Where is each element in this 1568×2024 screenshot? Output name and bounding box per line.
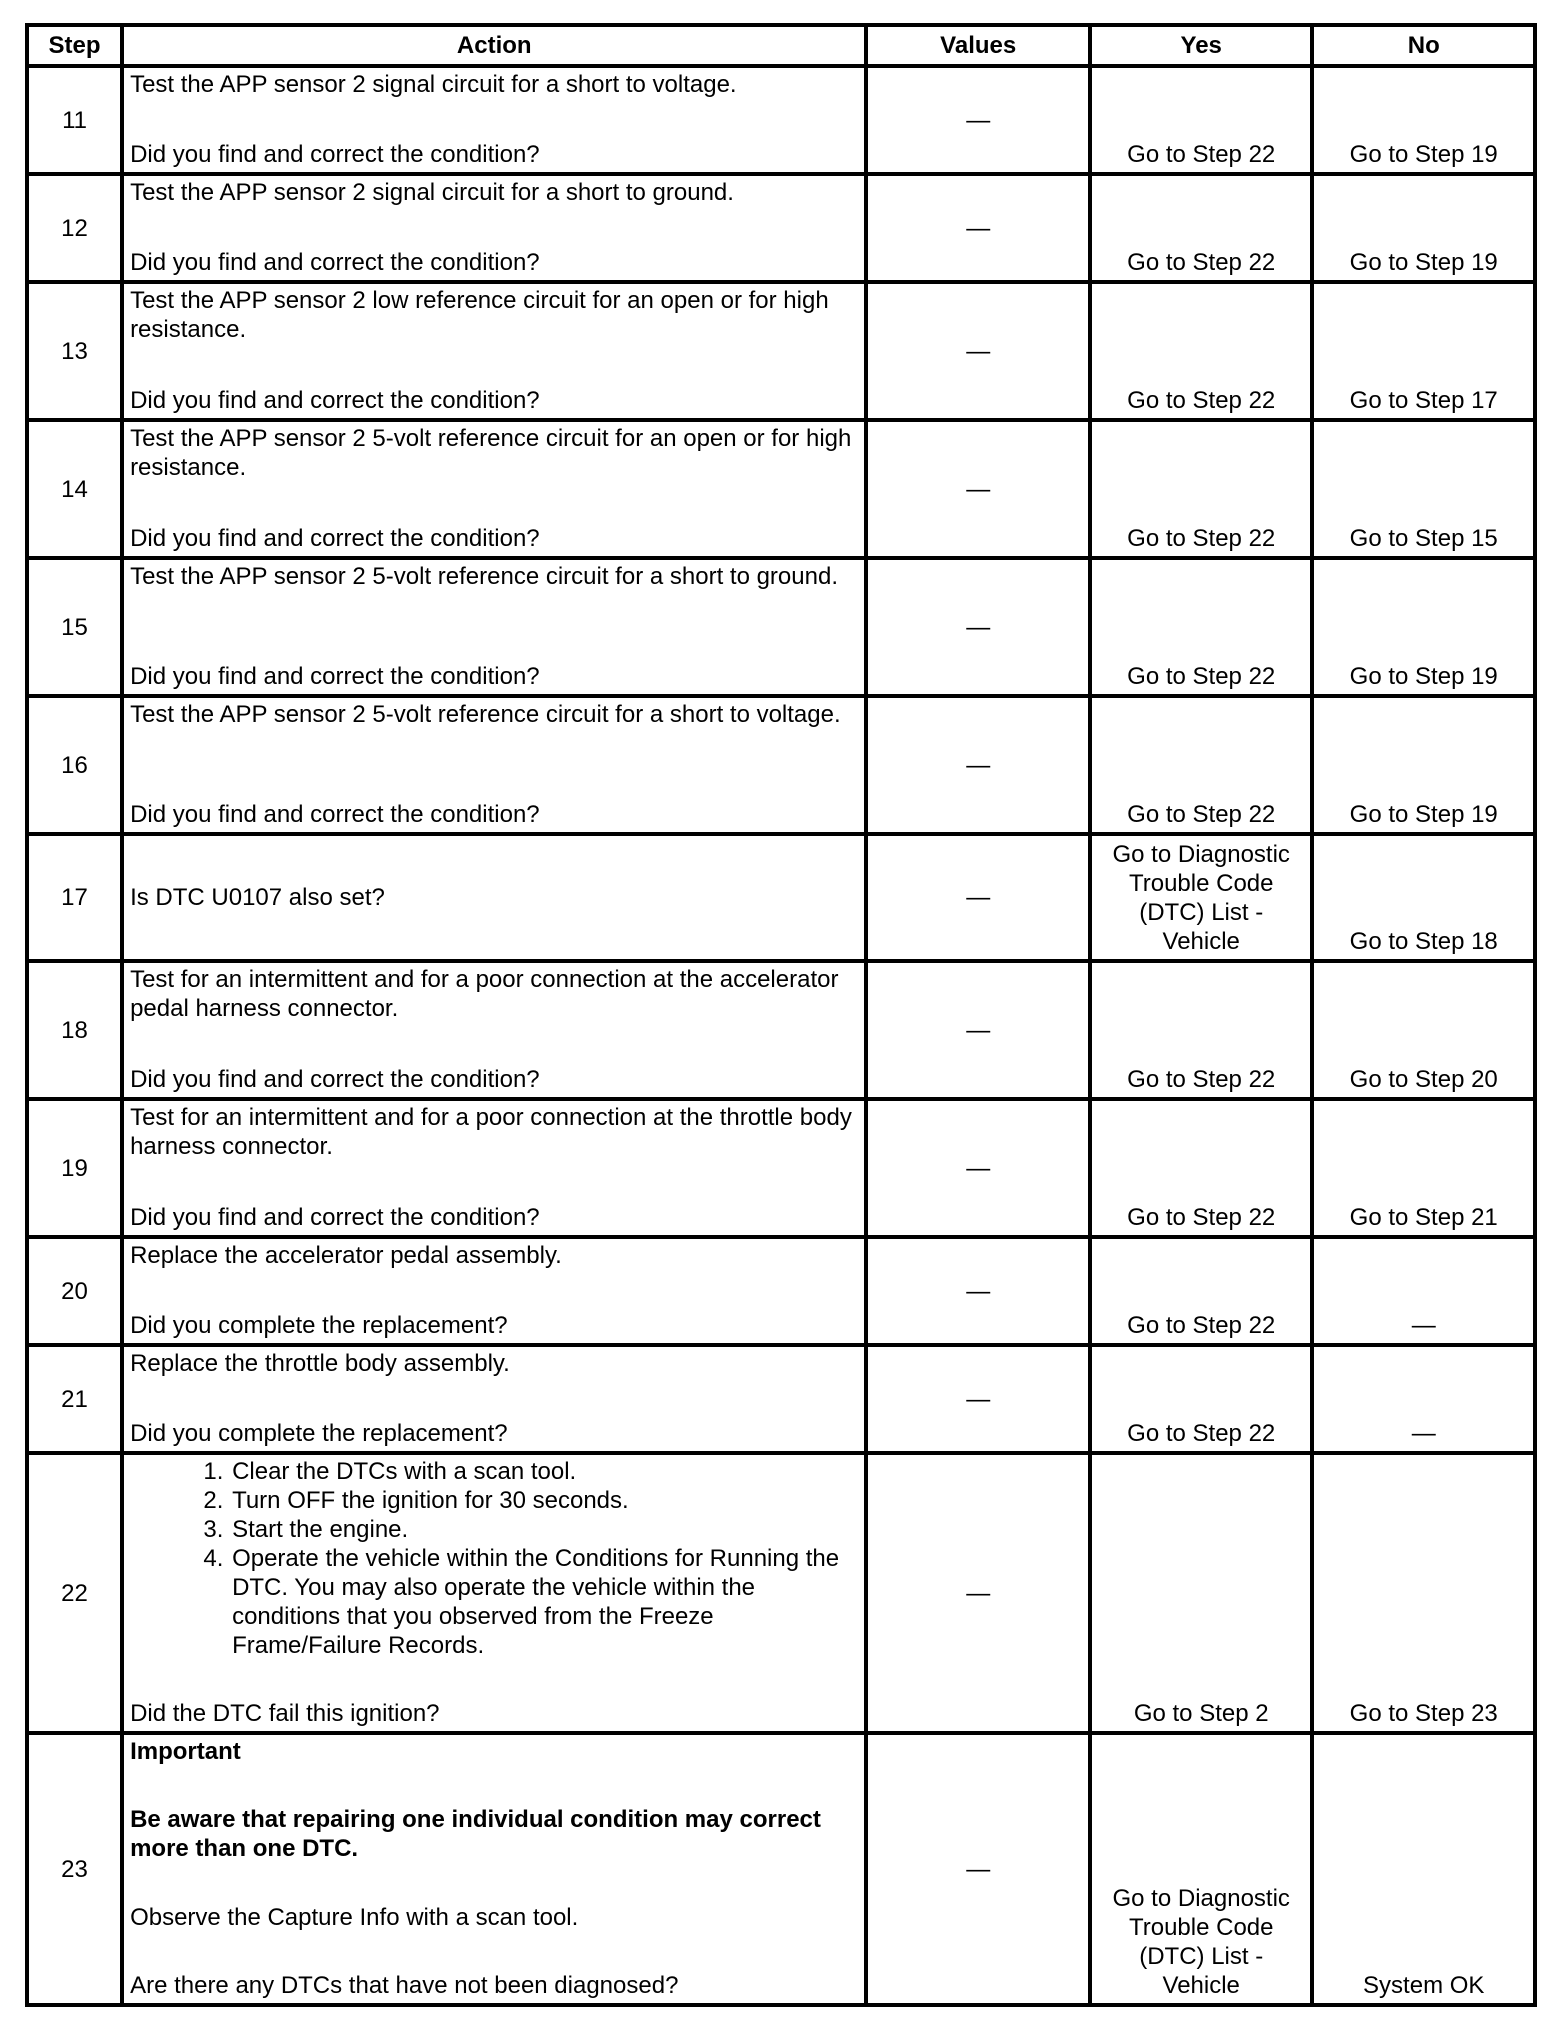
values-cell: — — [866, 696, 1090, 834]
step-number: 11 — [27, 66, 122, 174]
table-row — [27, 1099, 1535, 1237]
action-instruction: Test for an intermittent and for a poor connection at the throttle body harness connector. — [130, 1104, 852, 1160]
yes-cell: Go to Step 22 — [1090, 696, 1313, 834]
no-cell: Go to Step 20 — [1312, 961, 1535, 1099]
yes-cell: Go to Step 22 — [1090, 1345, 1313, 1453]
values-cell: — — [866, 834, 1090, 961]
step-number: 15 — [27, 558, 122, 696]
table-row — [27, 1733, 1535, 2005]
no-cell: Go to Step 23 — [1312, 1453, 1535, 1733]
action-instruction: Test the APP sensor 2 5-volt reference circuit for a short to ground. — [130, 563, 838, 590]
table-row — [27, 1237, 1535, 1345]
table-row — [27, 174, 1535, 282]
action-cell — [122, 66, 866, 174]
header-no: No — [1312, 25, 1535, 66]
action-question: Did you find and correct the condition? — [130, 141, 540, 168]
table-row — [27, 420, 1535, 558]
action-instruction: Observe the Capture Info with a scan tool. — [130, 1903, 579, 1931]
action-question: Did you find and correct the condition? — [130, 387, 540, 414]
no-cell: System OK — [1312, 1733, 1535, 2005]
step-number: 17 — [27, 834, 122, 961]
table-row — [27, 1453, 1535, 1733]
values-cell: — — [866, 1733, 1090, 2005]
action-instruction: Test for an intermittent and for a poor connection at the accelerator pedal harness connector. — [130, 966, 839, 1022]
no-cell: — — [1312, 1345, 1535, 1453]
yes-cell: Go to Diagnostic Trouble Code (DTC) List - Vehicle — [1090, 1733, 1313, 2005]
table-row — [27, 558, 1535, 696]
values-cell: — — [866, 1345, 1090, 1453]
yes-cell: Go to Step 22 — [1090, 1237, 1313, 1345]
step-number: 13 — [27, 282, 122, 420]
action-cell — [122, 1237, 866, 1345]
step-number: 21 — [27, 1345, 122, 1453]
values-cell: — — [866, 1237, 1090, 1345]
action-cell — [122, 1453, 866, 1733]
no-cell: Go to Step 21 — [1312, 1099, 1535, 1237]
no-cell: Go to Step 15 — [1312, 420, 1535, 558]
yes-cell: Go to Step 22 — [1090, 558, 1313, 696]
table-row — [27, 834, 1535, 961]
values-cell: — — [866, 174, 1090, 282]
values-cell: — — [866, 420, 1090, 558]
step-number: 22 — [27, 1453, 122, 1733]
yes-cell: Go to Step 22 — [1090, 282, 1313, 420]
action-question: Did you find and correct the condition? — [130, 249, 540, 276]
action-instruction: Replace the accelerator pedal assembly. — [130, 1242, 562, 1269]
no-cell: Go to Step 19 — [1312, 66, 1535, 174]
step-number: 16 — [27, 696, 122, 834]
yes-cell: Go to Step 2 — [1090, 1453, 1313, 1733]
no-cell: Go to Step 18 — [1312, 834, 1535, 961]
values-cell: — — [866, 282, 1090, 420]
values-cell: — — [866, 66, 1090, 174]
action-cell — [122, 558, 866, 696]
important-note: Be aware that repairing one individual condition may correct more than one DTC. — [130, 1806, 821, 1863]
header-yes: Yes — [1090, 25, 1313, 66]
header-step: Step — [27, 25, 122, 66]
procedure-item: 3. Start the engine. — [230, 1515, 858, 1544]
yes-cell: Go to Diagnostic Trouble Code (DTC) List - Vehicle — [1090, 834, 1313, 961]
action-instruction: Test the APP sensor 2 5-volt reference circuit for an open or for high resistance. — [130, 425, 852, 481]
header-values: Values — [866, 25, 1090, 66]
step-number: 23 — [27, 1733, 122, 2005]
procedure-list — [130, 1457, 858, 1660]
action-cell — [122, 1099, 866, 1237]
action-cell — [122, 1733, 866, 2005]
step-number: 12 — [27, 174, 122, 282]
step-number: 14 — [27, 420, 122, 558]
action-instruction: Replace the throttle body assembly. — [130, 1350, 510, 1377]
values-cell: — — [866, 961, 1090, 1099]
action-question: Did you find and correct the condition? — [130, 1066, 540, 1093]
action-cell — [122, 961, 866, 1099]
step-number: 20 — [27, 1237, 122, 1345]
action-question: Did the DTC fail this ignition? — [130, 1700, 440, 1727]
procedure-item: 2. Turn OFF the ignition for 30 seconds. — [230, 1486, 858, 1515]
action-instruction: Test the APP sensor 2 5-volt reference circuit for a short to voltage. — [130, 701, 841, 728]
action-question: Did you find and correct the condition? — [130, 663, 540, 690]
step-number: 19 — [27, 1099, 122, 1237]
action-instruction: Test the APP sensor 2 signal circuit for a short to voltage. — [130, 71, 737, 98]
action-question: Did you find and correct the condition? — [130, 1204, 540, 1231]
action-instruction: Test the APP sensor 2 low reference circuit for an open or for high resistance. — [130, 287, 829, 343]
important-heading: Important — [130, 1738, 241, 1765]
no-cell: Go to Step 17 — [1312, 282, 1535, 420]
action-instruction: Test the APP sensor 2 signal circuit for a short to ground. — [130, 179, 734, 206]
values-cell: — — [866, 1099, 1090, 1237]
diagnostic-table — [25, 23, 1537, 2007]
yes-cell: Go to Step 22 — [1090, 961, 1313, 1099]
action-question: Did you find and correct the condition? — [130, 525, 540, 552]
action-cell — [122, 420, 866, 558]
header-action: Action — [122, 25, 866, 66]
action-question: Did you complete the replacement? — [130, 1312, 508, 1339]
no-cell: Go to Step 19 — [1312, 558, 1535, 696]
values-cell: — — [866, 1453, 1090, 1733]
no-cell: Go to Step 19 — [1312, 174, 1535, 282]
header-row — [27, 25, 1535, 66]
action-question: Is DTC U0107 also set? — [122, 834, 866, 961]
action-cell — [122, 1345, 866, 1453]
yes-cell: Go to Step 22 — [1090, 174, 1313, 282]
table-row — [27, 961, 1535, 1099]
action-cell — [122, 282, 866, 420]
yes-cell: Go to Step 22 — [1090, 420, 1313, 558]
action-question: Did you find and correct the condition? — [130, 801, 540, 828]
table-row — [27, 1345, 1535, 1453]
yes-cell: Go to Step 22 — [1090, 66, 1313, 174]
table-row — [27, 696, 1535, 834]
action-cell — [122, 696, 866, 834]
procedure-item: 1. Clear the DTCs with a scan tool. — [230, 1457, 858, 1486]
procedure-item: 4. Operate the vehicle within the Conditions for Running the DTC. You may also operate the vehicle within the conditions that you observed from the Freeze Frame/Failure Records. — [230, 1544, 858, 1660]
table-row — [27, 282, 1535, 420]
yes-cell: Go to Step 22 — [1090, 1099, 1313, 1237]
step-number: 18 — [27, 961, 122, 1099]
action-question: Are there any DTCs that have not been diagnosed? — [130, 1971, 679, 1999]
values-cell: — — [866, 558, 1090, 696]
no-cell: — — [1312, 1237, 1535, 1345]
action-cell — [122, 174, 866, 282]
table-row — [27, 66, 1535, 174]
no-cell: Go to Step 19 — [1312, 696, 1535, 834]
action-question: Did you complete the replacement? — [130, 1420, 508, 1447]
